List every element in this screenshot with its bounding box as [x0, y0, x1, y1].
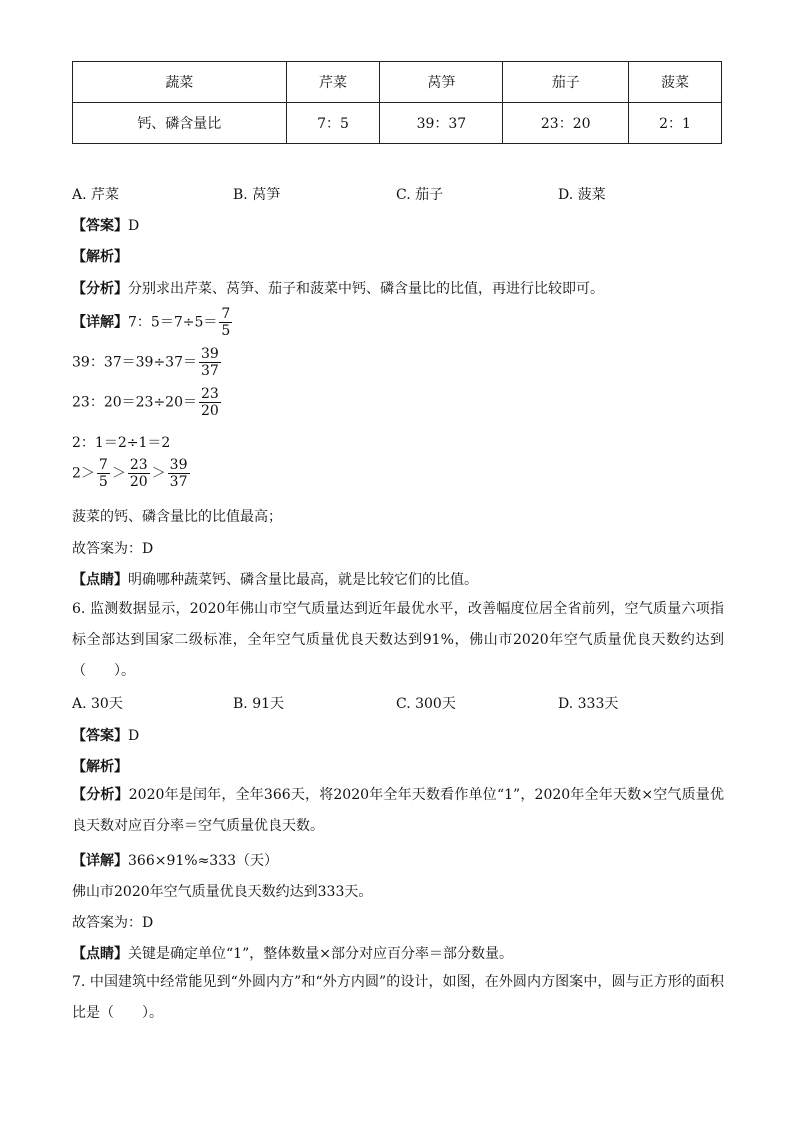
- table-cell: 23：20: [503, 103, 629, 144]
- q5-step3-line: [72, 386, 223, 419]
- q5-option-a: A. 芹菜: [72, 187, 120, 203]
- fraction-denominator: 5: [221, 323, 231, 340]
- fraction: [199, 386, 221, 419]
- fraction: [128, 457, 150, 490]
- fenxi-text: 2020年是闰年，全年366天，将2020年全年天数看作单位“1”，2020年全年天数×空气质量优良天数对应百分率＝空气质量优良天数。: [72, 787, 724, 834]
- q5-option-b: B. 莴笋: [233, 187, 281, 203]
- xiangjie-tag: 【详解】: [72, 314, 128, 331]
- dianjing-tag: 【点睛】: [72, 572, 128, 588]
- q5-option-d: D. 菠菜: [558, 187, 606, 203]
- q5-step4-line: [72, 432, 170, 452]
- fraction-denominator: 37: [169, 474, 188, 491]
- fraction: [199, 346, 221, 379]
- fraction-denominator: 5: [98, 474, 108, 491]
- table-cell: 39：37: [380, 103, 503, 144]
- table-header-cell: 芹菜: [286, 62, 380, 103]
- greater-than-sign: ＞: [151, 465, 166, 482]
- fraction-denominator: 37: [201, 363, 219, 380]
- table-header-cell: 茄子: [503, 62, 629, 103]
- answer-value: D: [128, 218, 140, 234]
- answer-tag: 【答案】: [72, 728, 128, 744]
- compare-start: 2＞: [72, 465, 95, 482]
- q5-compare-line: [72, 457, 192, 490]
- fraction: [219, 306, 232, 339]
- table-header-cell: 莴笋: [380, 62, 503, 103]
- fenxi-tag: 【分析】: [72, 281, 128, 297]
- table-header-row: [73, 62, 722, 103]
- fraction-numerator: 23: [201, 386, 219, 402]
- q6-option-b: B. 91天: [233, 696, 285, 712]
- q6-option-d: D. 333天: [558, 696, 619, 712]
- dianjing-text: 明确哪种蔬菜钙、磷含量比最高，就是比较它们的比值。: [128, 572, 478, 588]
- q6-answer-line: [72, 725, 139, 745]
- answer-value: D: [128, 728, 140, 744]
- q7-question: 7. 中国建筑中经常能见到“外圆内方”和“外方内圆”的设计，如图，在外圆内方图案中，圆与正方形的面积比是（ ）。: [72, 974, 724, 1021]
- q5-fenxi-line: [72, 278, 604, 298]
- q6-question: 6. 监测数据显示，2020年佛山市空气质量达到近年最优水平，改善幅度位居全省前列，空气质量六项指标全部达到国家二级标准，全年空气质量优良天数达到91%，佛山市2020年空气质量优良天数约达到（ ）。: [72, 601, 724, 679]
- q5-answer-line: [72, 215, 139, 235]
- fraction-numerator: 23: [129, 457, 148, 473]
- table-cell: 2：1: [629, 103, 722, 144]
- step1-text: 7：5＝7÷5＝: [128, 314, 218, 331]
- fraction-denominator: 20: [201, 403, 219, 420]
- dianjing-text: 关键是确定单位“1”，整体数量×部分对应百分率＝部分数量。: [128, 946, 513, 962]
- q5-step2-line: [72, 346, 223, 379]
- greater-than-sign: ＞: [111, 465, 126, 482]
- step2-text: 39：37＝39÷37＝: [72, 354, 197, 371]
- fraction-numerator: 39: [201, 346, 219, 362]
- fraction-denominator: 20: [129, 474, 148, 491]
- fraction-numerator: 7: [221, 306, 231, 322]
- q6-analysis-heading: [72, 756, 128, 776]
- table-header-cell: 菠菜: [629, 62, 722, 103]
- step3-text: 23：20＝23÷20＝: [72, 394, 197, 411]
- q6-dianjing-line: [72, 943, 513, 963]
- fraction-numerator: 7: [98, 457, 108, 473]
- table-cell: 钙、磷含量比: [73, 103, 287, 144]
- q6-xiangjie-line: [72, 850, 278, 870]
- fenxi-tag: 【分析】: [72, 787, 129, 803]
- q6-conclusion: 佛山市2020年空气质量优良天数约达到333天。: [72, 884, 373, 900]
- q6-final-answer: 故答案为：D: [72, 915, 154, 931]
- fraction: [168, 457, 190, 490]
- q6-fenxi-paragraph: [72, 780, 724, 842]
- q5-analysis-heading: [72, 246, 128, 266]
- q5-final-answer: 故答案为：D: [72, 541, 154, 557]
- q6-option-c: C. 300天: [396, 696, 456, 712]
- q6-option-a: A. 30天: [72, 696, 123, 712]
- step4-text: 2：1＝2÷1＝2: [72, 435, 171, 451]
- xiangjie-text: 366×91%≈333（天）: [128, 853, 279, 869]
- xiangjie-tag: 【详解】: [72, 853, 128, 869]
- table-row: [73, 103, 722, 144]
- fraction: [97, 457, 110, 490]
- q5-step1-line: [72, 306, 234, 339]
- analysis-tag: 【解析】: [72, 249, 128, 265]
- dianjing-tag: 【点睛】: [72, 946, 128, 962]
- q5-dianjing-line: [72, 569, 478, 589]
- vegetable-ratio-table: [72, 61, 722, 144]
- fraction-numerator: 39: [169, 457, 188, 473]
- q5-conclusion: 菠菜的钙、磷含量比的比值最高；: [72, 509, 282, 525]
- fenxi-text: 分别求出芹菜、莴笋、茄子和菠菜中钙、磷含量比的比值，再进行比较即可。: [128, 281, 604, 297]
- table-cell: 7：5: [286, 103, 380, 144]
- table-header-cell: 蔬菜: [73, 62, 287, 103]
- analysis-tag: 【解析】: [72, 759, 128, 775]
- answer-tag: 【答案】: [72, 218, 128, 234]
- q5-option-c: C. 茄子: [396, 187, 444, 203]
